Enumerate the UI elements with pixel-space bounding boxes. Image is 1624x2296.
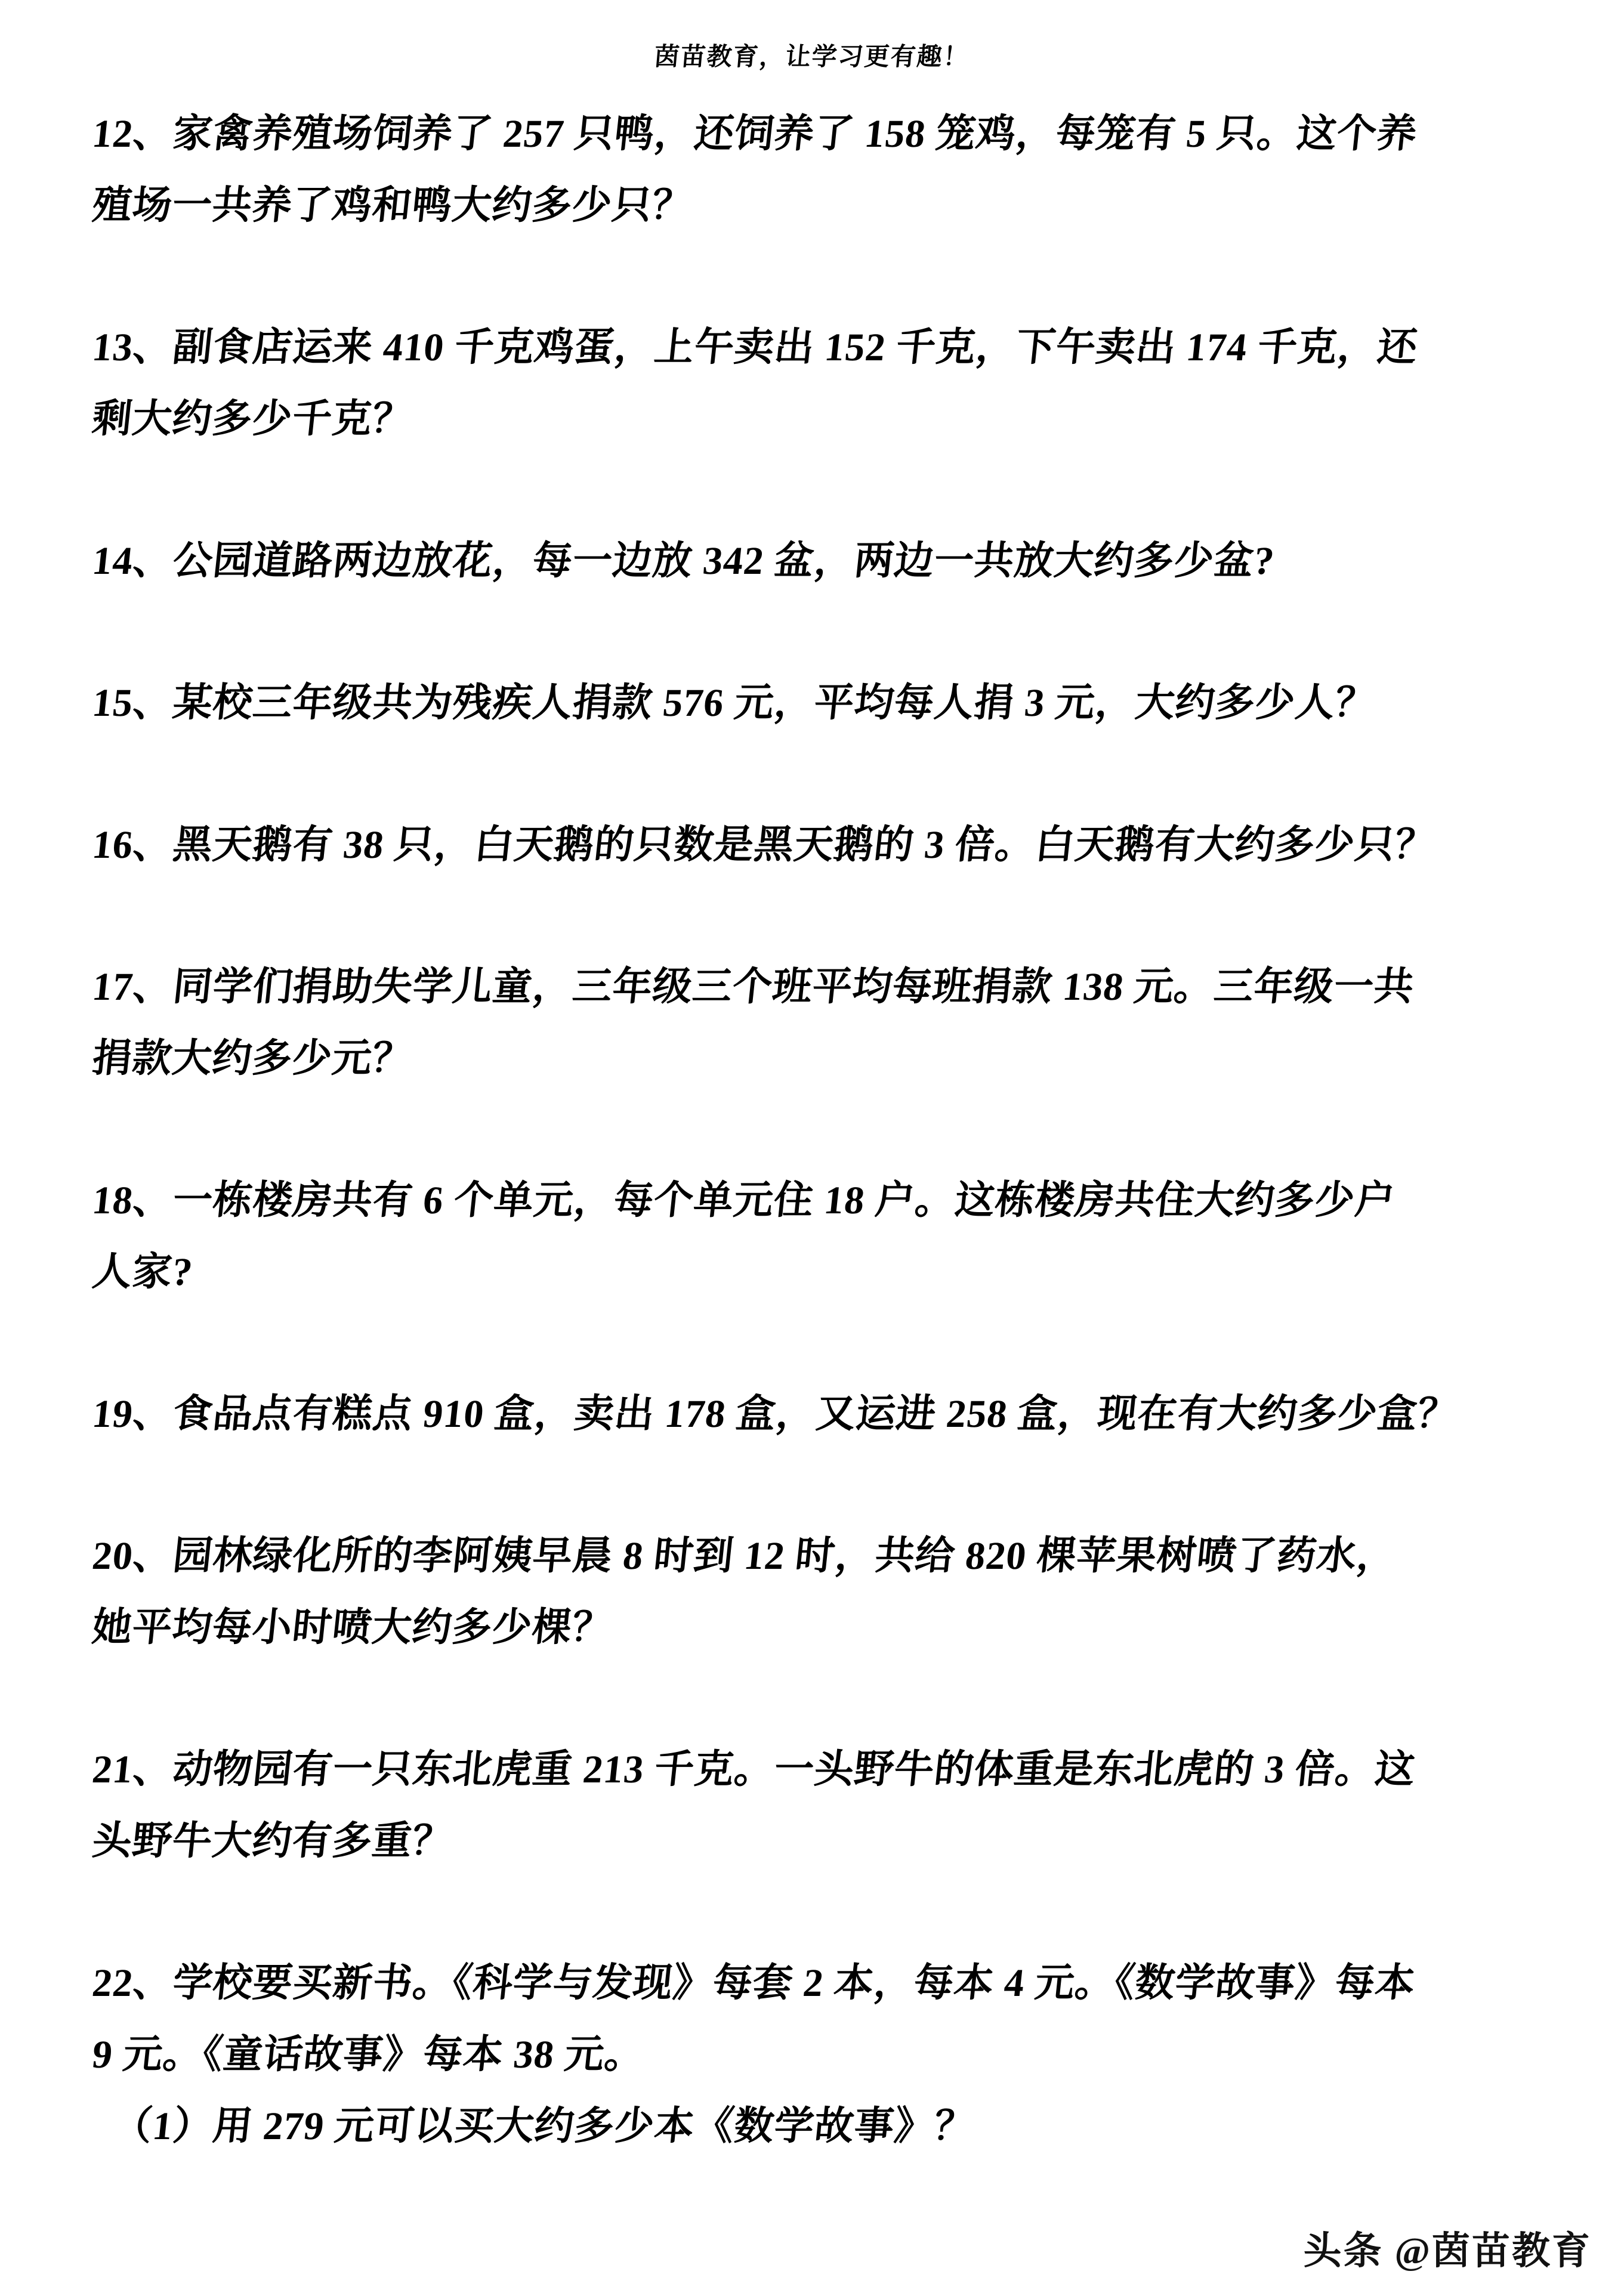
problem-13	[92, 312, 1536, 455]
problem-12-line-1: 12、家禽养殖场饲养了 257 只鸭，还饲养了 158 笼鸡，每笼有 5 只。这个养	[90, 112, 1419, 156]
problem-21-line-2: 头野牛大约有多重？	[90, 1819, 455, 1863]
problem-16	[92, 809, 1536, 881]
problem-13-line-1: 13、副食店运来 410 千克鸡蛋，上午卖出 152 千克，下午卖出 174 千克，还	[90, 326, 1420, 369]
problem-14	[92, 526, 1536, 597]
problem-16-line-1: 16、黑天鹅有 38 只，白天鹅的只数是黑天鹅的 3 倍。白天鹅有大约多少只？	[90, 823, 1437, 867]
problem-21-line-1: 21、动物园有一只东北虎重 213 千克。一头野牛的体重是东北虎的 3 倍。这	[90, 1748, 1418, 1791]
problem-22-line-1: 22、学校要买新书。《科学与发现》每套 2 本，每本 4 元。《数学故事》每本	[90, 1961, 1418, 2005]
problem-20-line-1: 20、园林绿化所的李阿姨早晨 8 时到 12 时，共给 820 棵苹果树喷了药水，	[90, 1534, 1399, 1578]
problem-18	[92, 1165, 1536, 1308]
page-header-title: 茵苗教育，让学习更有趣！	[653, 44, 971, 71]
watermark: 头条 @茵苗教育	[1303, 2230, 1592, 2272]
problem-17-line-1: 17、同学们捐助失学儿童，三年级三个班平均每班捐款 138 元。三年级一共	[90, 965, 1416, 1009]
problem-22-sub-question-1: （1）用 279 元可以买大约多少本《数学故事》？	[110, 2105, 977, 2148]
problem-19	[92, 1379, 1536, 1450]
problem-15	[92, 668, 1536, 739]
problem-17	[92, 951, 1536, 1095]
problem-18-line-2: 人家?	[90, 1250, 195, 1294]
problem-19-line-1: 19、食品点有糕点 910 盒，卖出 178 盒，又运进 258 盒，现在有大约多少盒？	[90, 1392, 1460, 1436]
problem-17-line-2: 捐款大约多少元？	[90, 1037, 415, 1080]
problem-22	[92, 1948, 1536, 2162]
problem-12-line-2: 殖场一共养了鸡和鸭大约多少只？	[90, 184, 694, 227]
problem-18-line-1: 18、一栋楼房共有 6 个单元，每个单元住 18 户。这栋楼房共住大约多少户	[90, 1179, 1397, 1222]
problem-21	[92, 1734, 1536, 1877]
problem-15-line-1: 15、某校三年级共为残疾人捐款 576 元，平均每人捐 3 元，大约多少人？	[90, 681, 1378, 725]
problem-20	[92, 1521, 1536, 1664]
problem-20-line-2: 她平均每小时喷大约多少棵？	[90, 1606, 615, 1649]
problems-list	[92, 98, 1536, 2233]
problem-22-line-2: 9 元。《童话故事》每本 38 元。	[90, 2033, 647, 2076]
problem-12	[92, 98, 1536, 242]
problem-13-line-2: 剩大约多少千克？	[90, 397, 415, 441]
problem-14-line-1: 14、公园道路两边放花，每一边放 342 盆，两边一共放大约多少盆?	[90, 539, 1277, 583]
